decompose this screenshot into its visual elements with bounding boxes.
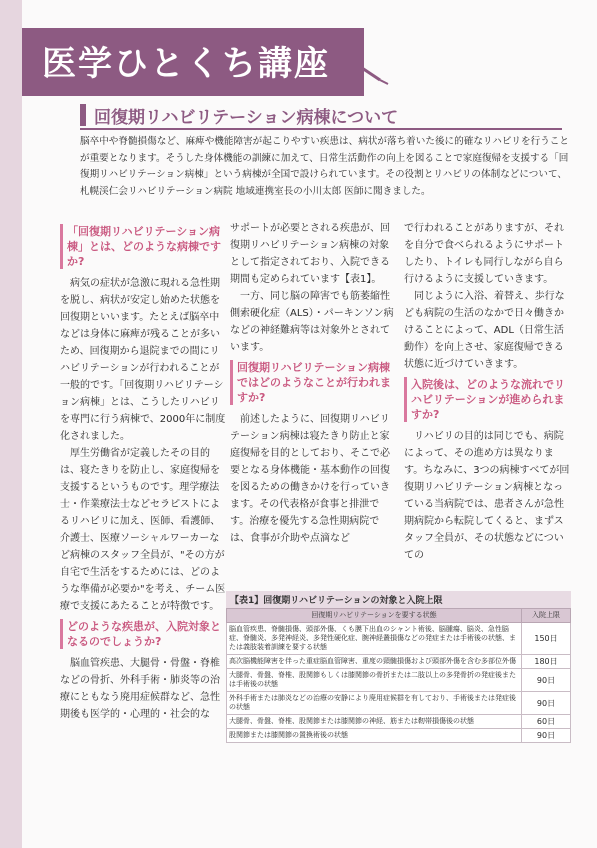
body-paragraph: 一方、同じ脳の障害でも筋萎縮性側索硬化症（ALS）・パーキンソン病などの神経難病等は対象外とされています。 (230, 291, 394, 353)
table-row (227, 692, 571, 715)
table-row (227, 729, 571, 743)
body-paragraph: 厚生労働省が定義したその目的は、寝たきりを防止し、家庭復帰を支援するというものです。理学療法士・作業療法士などセラピストによるリハビリに加え、医師、看護師、介護士、医療ソーシャルワーカーなど病棟のスタッフ全員が、"その方が自宅で生活をするためには、どのような準備が必要か"を考え、チーム医療で支援にあたることが特徴です。 (60, 448, 226, 612)
table (226, 608, 571, 743)
table-cell: 90日 (522, 729, 571, 743)
table-cell: 60日 (522, 715, 571, 729)
table-cell: 大腿骨、骨盤、脊椎、股関節もしくは膝関節の骨折または二肢以上の多発骨折の発症後または手術後の状態 (227, 669, 522, 692)
table-row (227, 655, 571, 669)
table-cell: 脳血管疾患、脊髄損傷、頭部外傷、くも膜下出血のシャント術後、脳腫瘍、脳炎、急性脳症、脊髄炎、多発神経炎、多発性硬化症、腕神経叢損傷などの発症または手術後の状態、または義肢装着訓練を要する状態 (227, 623, 522, 655)
table-row (227, 715, 571, 729)
column-3 (404, 220, 570, 564)
pencil-icon (352, 58, 392, 88)
table-cell: 股関節または膝関節の置換術後の状態 (227, 729, 522, 743)
column-1 (60, 220, 226, 723)
article-subtitle: 回復期リハビリテーション病棟について (94, 108, 399, 128)
table-header-row (227, 609, 571, 623)
body-paragraph: 同じように入浴、着替え、歩行なども病院の生活のなかで日々働きかけることによって、ADL（日常生活動作）を向上させ、家庭復帰できる状態に近づけていきます。 (404, 291, 565, 370)
table-row (227, 623, 571, 655)
question-heading: 「回復期リハビリテーション病棟」とは、どのような病棟ですか? (60, 224, 226, 269)
table-header-cell: 回復期リハビリテーションを要する状態 (227, 609, 522, 623)
intro-paragraph: 脳卒中や脊髄損傷など、麻痺や機能障害が起こりやすい疾患は、病状が落ち着いた後に的確なリハビリを行うことが重要となります。そうした身体機能の訓練に加えて、日常生活動作の向上を図ることで家庭復帰を支援する「回復期リハビリテーション病棟」という病棟が全国で設けられています。その役割とリハビリの体制などについて、札幌渓仁会リハビリテーション病院 地域連携室長の小川太郎 医師に聞きました。 (80, 136, 569, 197)
table-cell: 150日 (522, 623, 571, 655)
question-heading: どのような疾患が、入院対象となるのでしょうか? (60, 619, 226, 649)
table-cell: 外科手術または肺炎などの治療の安静により廃用症候群を有しており、手術後または発症後の状態 (227, 692, 522, 715)
table-cell: 高次脳機能障害を伴った重症脳血管障害、重度の頸髄損傷および頭部外傷を含む多部位外傷 (227, 655, 522, 669)
body-paragraph: 病気の症状が急激に現れる急性期を脱し、病状が安定し始めた状態を回復期といいます。たとえば脳卒中などは身体に麻痺が残ることが多いため、回復期から退院までの間にリハビリテーションが行われることが一般的です。「回復期リハビリテーション病棟」とは、こうしたリハビリを専門に行う病棟で、2000年に制度化されました。 (60, 278, 226, 442)
admission-limits-table (226, 591, 571, 743)
table-cell: 180日 (522, 655, 571, 669)
table-cell: 90日 (522, 692, 571, 715)
body-paragraph: 前述したように、回復期リハビリテーション病棟は寝たきり防止と家庭復帰を目的としており、そこで必要となる身体機能・基本動作の回復を図るための働きかけを行っていきます。その代表格が食事と排泄です。治療を優先する急性期病院では、食事が介助や点滴など (230, 414, 390, 544)
left-decorative-stripe (0, 0, 22, 848)
table-row (227, 669, 571, 692)
page-title: 医学ひとくち講座 (42, 44, 330, 84)
question-heading: 回復期リハビリテーション病棟ではどのようなことが行われますか? (230, 360, 396, 405)
body-paragraph: サポートが必要とされる疾患が、回復期リハビリテーション病棟の対象として指定されており、入院できる期間も定められています【表1】。 (230, 223, 390, 285)
table-cell: 大腿骨、骨盤、脊椎、股関節または膝関節の神経、筋または靭帯損傷後の状態 (227, 715, 522, 729)
table-title: 【表1】回復期リハビリテーションの対象と入院上限 (226, 591, 571, 608)
subtitle-marker (80, 104, 86, 126)
question-heading: 入院後は、どのような流れでリハビリテーションが進められますか? (404, 377, 570, 422)
table-cell: 90日 (522, 669, 571, 692)
body-paragraph: で行われることがありますが、それを自分で食べられるようにサポートしたり、トイレも同行しながら自ら行けるように支援していきます。 (404, 223, 564, 285)
body-paragraph: 脳血管疾患、大腿骨・骨盤・脊椎などの骨折、外科手術・肺炎等の治療にともなう廃用症候群など、急性期後も医学的・心理的・社会的な (60, 658, 220, 720)
table-header-cell: 入院上限 (522, 609, 571, 623)
body-paragraph: リハビリの目的は同じでも、病院によって、その進め方は異なります。ちなみに、3つの病棟すべてが回復期リハビリテーション病棟となっている当病院では、患者さんが急性期病院から転院してくると、まずスタッフ全員が、その状態などについての (404, 431, 570, 561)
column-2 (230, 220, 396, 547)
